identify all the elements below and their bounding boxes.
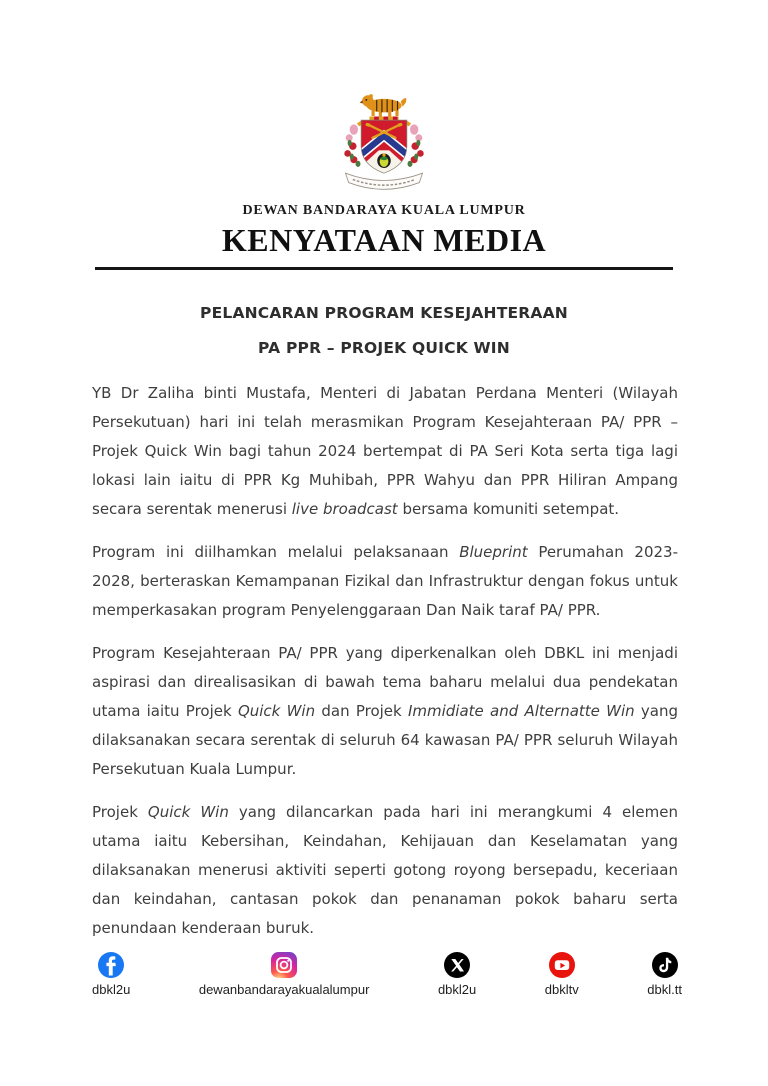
motto-scroll	[346, 173, 423, 189]
torse	[369, 117, 398, 121]
document-type-title: KENYATAAN MEDIA	[221, 222, 547, 258]
shield	[361, 120, 407, 173]
paragraph: Projek Quick Win yang dilancarkan pada hari ini merangkumi 4 elemen utama iaitu Kebersihan, Keindahan, Kehijauan dan Keselamatan yang dilaksanakan menerusi aktiviti seperti gotong royong bersepadu, keceriaan dan keindahan, cantasan pokok dan penanaman pokok baharu serta penundaan kenderaan buruk.	[92, 802, 678, 937]
facebook-handle: dbkl2u	[92, 982, 131, 997]
social-youtube	[545, 952, 579, 997]
article-title-line2: PA PPR – PROJEK QUICK WIN	[258, 338, 510, 357]
base-emblem	[377, 153, 391, 168]
header-divider	[95, 267, 673, 270]
instagram-icon	[271, 952, 297, 978]
article-body	[92, 379, 678, 943]
youtube-icon	[549, 952, 575, 978]
youtube-handle: dbkltv	[544, 982, 579, 997]
social-tiktok	[647, 952, 682, 997]
social-footer	[92, 952, 682, 997]
paragraph: YB Dr Zaliha binti Mustafa, Menteri di Jabatan Perdana Menteri (Wilayah Persekutuan) hari ini telah merasmikan Program Kesejahteraan PA/ PPR – Projek Quick Win bagi tahun 2024 bertempat di PA Seri Kota serta tiga lagi lokasi lain iaitu di PPR Kg Muhibah, PPR Wahyu dan PPR Hiliran Ampang secara serentak menerusi live broadcast bersama komuniti setempat.	[92, 383, 678, 518]
x-handle: dbkl2u	[437, 982, 477, 997]
organization-name: DEWAN BANDARAYA KUALA LUMPUR	[242, 203, 526, 218]
social-x	[438, 952, 476, 997]
paragraph: Program Kesejahteraan PA/ PPR yang diperkenalkan oleh DBKL ini menjadi aspirasi dan direalisasikan di bawah tema baharu melalui dua pendekatan utama iaitu Projek Quick Win dan Projek Immidiate and Alternatte Win yang dilaksanakan secara serentak di seluruh 64 kawasan PA/ PPR seluruh Wilayah Persekutuan Kuala Lumpur.	[92, 643, 679, 778]
left-flowers	[344, 124, 360, 167]
article-title-line1: PELANCARAN PROGRAM KESEJAHTERAAN	[200, 303, 568, 322]
x-icon	[444, 952, 470, 978]
tiktok-icon	[652, 952, 678, 978]
header	[0, 0, 768, 270]
instagram-handle: dewanbandarayakualalumpur	[198, 982, 370, 997]
tiger-icon	[360, 94, 407, 116]
social-facebook	[92, 952, 130, 997]
dbkl-crest-logo	[332, 92, 436, 192]
social-instagram	[199, 952, 370, 997]
paragraph: Program ini diilhamkan melalui pelaksanaan Blueprint Perumahan 2023-2028, berteraskan Kemampanan Fizikal dan Infrastruktur dengan fokus untuk memperkasakan program Penyelenggaraan Dan Naik taraf PA/ PPR.	[92, 542, 678, 619]
tiktok-handle: dbkl.tt	[647, 982, 682, 997]
facebook-icon	[98, 952, 124, 978]
right-flowers	[408, 124, 424, 167]
